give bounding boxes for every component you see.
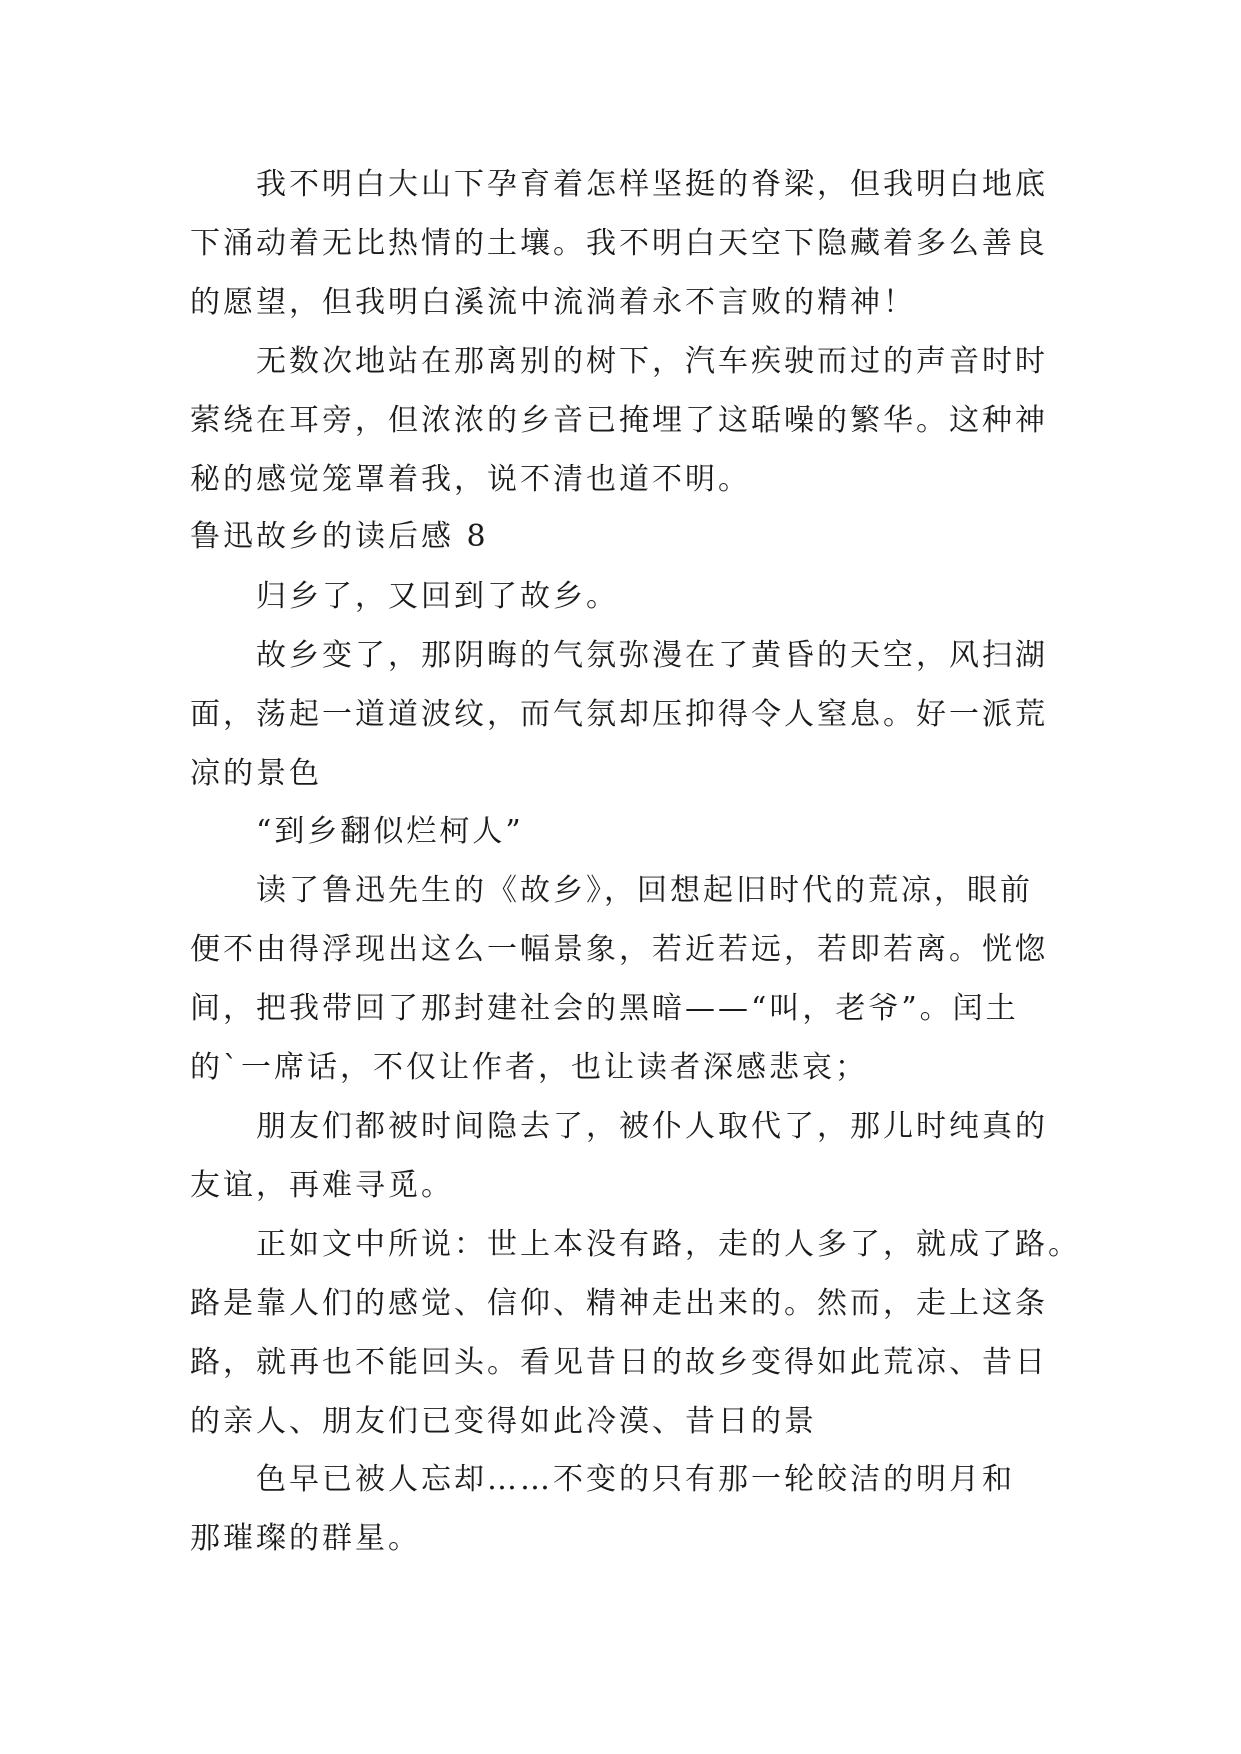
text-line: 正如文中所说：世上本没有路，走的人多了，就成了路。 bbox=[256, 1227, 1081, 1262]
section-heading: 鲁迅故乡的读后感 8 bbox=[190, 519, 489, 554]
text-line: 的亲人、朋友们已变得如此冷漠、昔日的景 bbox=[190, 1404, 817, 1439]
text-line: 间，把我带回了那封建社会的黑暗——“叫，老爷”。闰土 bbox=[190, 991, 1019, 1026]
text-line: 的`一席话，不仅让作者，也让读者深感悲哀； bbox=[190, 1050, 868, 1085]
text-line: 朋友们都被时间隐去了，被仆人取代了，那儿时纯真的 bbox=[256, 1109, 1048, 1144]
text-line: 的愿望，但我明白溪流中流淌着永不言败的精神！ bbox=[190, 285, 916, 320]
quote-line: “到乡翻似烂柯人” bbox=[256, 814, 524, 849]
text-line: 我不明白大山下孕育着怎样坚挺的脊梁，但我明白地底 bbox=[256, 167, 1048, 202]
text-line: 下涌动着无比热情的土壤。我不明白天空下隐藏着多么善良 bbox=[190, 226, 1048, 261]
text-line: 路是靠人们的感觉、信仰、精神走出来的。然而，走上这条 bbox=[190, 1286, 1048, 1321]
text-line: 故乡变了，那阴晦的气氛弥漫在了黄昏的天空，风扫湖 bbox=[256, 638, 1048, 673]
text-line: 便不由得浮现出这么一幅景象，若近若远，若即若离。恍惚 bbox=[190, 932, 1048, 967]
text-line: 色早已被人忘却……不变的只有那一轮皎洁的明月和 bbox=[256, 1462, 1015, 1497]
text-line: 友谊，再难寻觅。 bbox=[190, 1168, 454, 1203]
text-line: 萦绕在耳旁，但浓浓的乡音已掩埋了这聒噪的繁华。这种神 bbox=[190, 403, 1048, 438]
text-line: 无数次地站在那离别的树下，汽车疾驶而过的声音时时 bbox=[256, 344, 1048, 379]
text-line: 路，就再也不能回头。看见昔日的故乡变得如此荒凉、昔日 bbox=[190, 1345, 1048, 1380]
text-line: 那璀璨的群星。 bbox=[190, 1521, 421, 1556]
text-line: 归乡了，又回到了故乡。 bbox=[256, 579, 619, 614]
text-line: 读了鲁迅先生的《故乡》，回想起旧时代的荒凉，眼前 bbox=[256, 873, 1033, 908]
text-line: 凉的景色 bbox=[190, 756, 322, 791]
text-line: 面，荡起一道道波纹，而气氛却压抑得令人窒息。好一派荒 bbox=[190, 697, 1048, 732]
text-line: 秘的感觉笼罩着我，说不清也道不明。 bbox=[190, 462, 751, 497]
